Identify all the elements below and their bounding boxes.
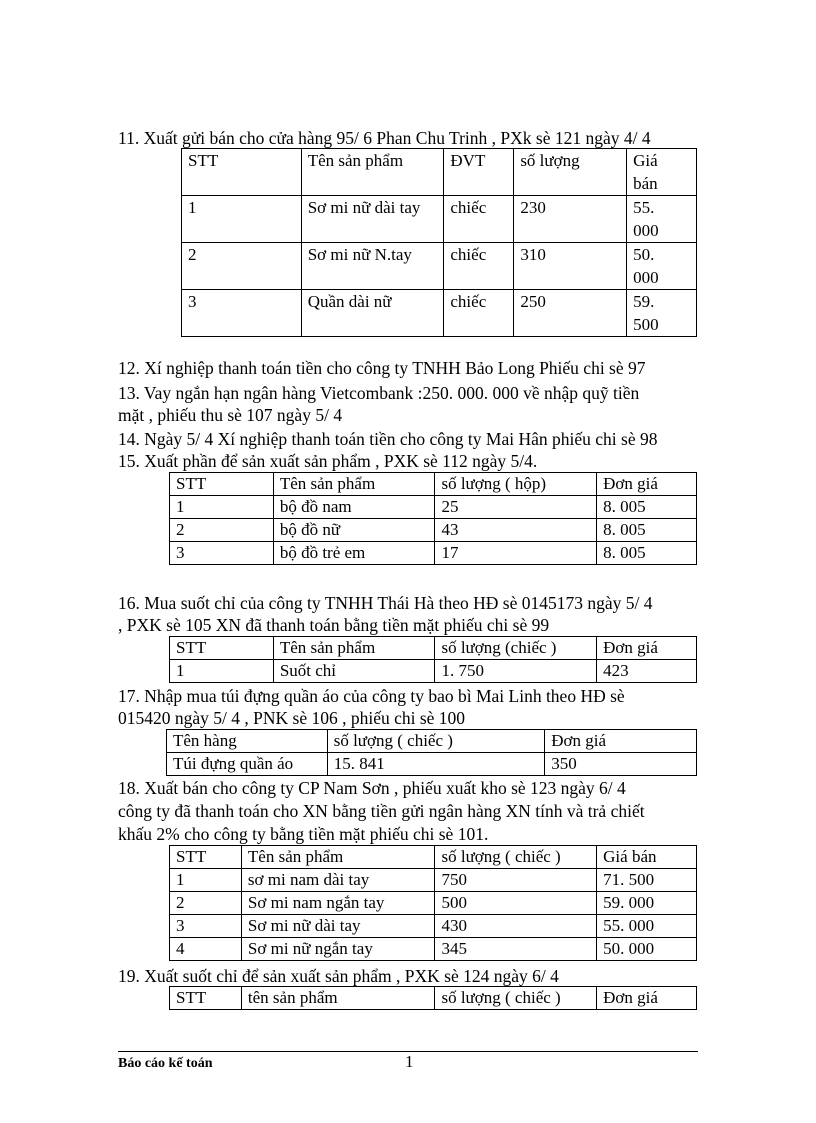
table-item-17 <box>166 729 697 776</box>
table-cell: chiếc <box>444 196 514 243</box>
header-cell: Tên hàng <box>167 730 328 753</box>
table-cell: 1. 750 <box>435 660 597 683</box>
table-row <box>170 938 697 961</box>
table-cell: 17 <box>435 542 597 565</box>
table-cell: 1 <box>170 660 274 683</box>
item-18-text-line-1: 18. Xuất bán cho công ty CP Nam Sơn , phiếu xuất kho sè 123 ngày 6/ 4 <box>118 778 626 798</box>
item-17-text-line-2: 015420 ngày 5/ 4 , PNK sè 106 , phiếu chi sè 100 <box>118 708 466 728</box>
header-cell: số lượng ( hộp) <box>435 473 597 496</box>
header-cell: Đơn giá <box>597 987 697 1010</box>
table-cell: bộ đồ nữ <box>273 519 435 542</box>
table-cell: Suốt chỉ <box>273 660 435 683</box>
table-cell: 1 <box>170 869 242 892</box>
header-cell: Tên sản phẩm <box>273 637 435 660</box>
header-cell: Tên sản phẩm <box>301 149 444 196</box>
header-cell: STT <box>170 846 242 869</box>
table-cell: 345 <box>435 938 597 961</box>
table-item-11 <box>181 148 697 337</box>
table-item-18 <box>169 845 697 961</box>
table-header-row <box>170 473 697 496</box>
table-cell: 1 <box>170 496 274 519</box>
header-cell: STT <box>170 473 274 496</box>
page-number: 1 <box>405 1052 414 1071</box>
table-item-16 <box>169 636 697 683</box>
table-cell: 55. 000 <box>597 915 697 938</box>
item-18-text-line-2: công ty đã thanh toán cho XN bằng tiền gửi ngân hàng XN tính và trả chiết <box>118 801 645 821</box>
table-cell: Quần dài nữ <box>301 290 444 337</box>
price-part-2: 000 <box>633 268 659 287</box>
price-label-line-2: bán <box>633 174 658 193</box>
table-row <box>170 542 697 565</box>
table-cell: 3 <box>170 542 274 565</box>
item-19-text: 19. Xuất suốt chỉ để sản xuất sản phẩm , PXK sè 124 ngày 6/ 4 <box>118 966 559 986</box>
table-cell: 430 <box>435 915 597 938</box>
table-row <box>167 753 697 776</box>
table-cell: 423 <box>597 660 697 683</box>
header-cell: số lượng ( chiếc ) <box>435 846 597 869</box>
table-cell: 2 <box>170 892 242 915</box>
table-cell: 250 <box>514 290 627 337</box>
table-cell: chiếc <box>444 290 514 337</box>
item-14-text: 14. Ngày 5/ 4 Xí nghiệp thanh toán tiền cho công ty Mai Hân phiếu chi sè 98 <box>118 429 658 449</box>
price-part-1: 55. <box>633 198 655 217</box>
table-cell: bộ đồ trẻ em <box>273 542 435 565</box>
table-cell: 59. 000 <box>597 892 697 915</box>
header-cell: STT <box>170 637 274 660</box>
header-cell <box>627 149 697 196</box>
table-cell: 71. 500 <box>597 869 697 892</box>
header-cell: Tên sản phẩm <box>241 846 435 869</box>
table-cell: Sơ mi nữ ngắn tay <box>241 938 435 961</box>
table-header-row <box>170 987 697 1010</box>
table-row <box>182 290 697 337</box>
table-cell: 3 <box>182 290 302 337</box>
table-cell: 43 <box>435 519 597 542</box>
header-cell: tên sản phẩm <box>241 987 435 1010</box>
table-cell: 25 <box>435 496 597 519</box>
footer-title: Báo cáo kế toán <box>118 1056 213 1071</box>
table-cell: 2 <box>170 519 274 542</box>
price-label-line-1: Giá <box>633 151 658 170</box>
table-cell: 8. 005 <box>597 542 697 565</box>
table-row <box>170 496 697 519</box>
table-cell: 1 <box>182 196 302 243</box>
table-cell: 4 <box>170 938 242 961</box>
table-cell: 8. 005 <box>597 496 697 519</box>
item-18-text-line-3: khấu 2% cho công ty bằng tiền mặt phiếu chi sè 101. <box>118 824 489 844</box>
table-row <box>182 243 697 290</box>
item-11-text: 11. Xuất gửi bán cho cửa hàng 95/ 6 Phan Chu Trinh , PXk sè 121 ngày 4/ 4 <box>118 128 651 148</box>
header-cell: ĐVT <box>444 149 514 196</box>
header-cell: Giá bán <box>597 846 697 869</box>
table-cell: bộ đồ nam <box>273 496 435 519</box>
header-cell: số lượng (chiếc ) <box>435 637 597 660</box>
table-cell: sơ mi nam dài tay <box>241 869 435 892</box>
table-cell: 3 <box>170 915 242 938</box>
header-cell: STT <box>170 987 242 1010</box>
table-row <box>170 660 697 683</box>
table-cell: 230 <box>514 196 627 243</box>
header-cell: STT <box>182 149 302 196</box>
price-part-2: 000 <box>633 221 659 240</box>
table-item-15 <box>169 472 697 565</box>
price-part-1: 59. <box>633 292 655 311</box>
header-cell: Đơn giá <box>545 730 697 753</box>
table-cell: Sơ mi nữ N.tay <box>301 243 444 290</box>
header-cell: số lượng <box>514 149 627 196</box>
table-header-row <box>170 637 697 660</box>
table-header-row <box>170 846 697 869</box>
table-row <box>170 915 697 938</box>
table-cell: 8. 005 <box>597 519 697 542</box>
table-cell: 15. 841 <box>327 753 545 776</box>
table-cell: Túi đựng quần áo <box>167 753 328 776</box>
header-cell: Đơn giá <box>597 473 697 496</box>
table-row <box>170 519 697 542</box>
price-part-2: 500 <box>633 315 659 334</box>
header-cell: số lượng ( chiếc ) <box>435 987 597 1010</box>
header-cell: Đơn giá <box>597 637 697 660</box>
price-part-1: 50. <box>633 245 655 264</box>
header-cell: Tên sản phẩm <box>273 473 435 496</box>
item-13-text-line-1: 13. Vay ngắn hạn ngân hàng Vietcombank :250. 000. 000 về nhập quỹ tiền <box>118 383 640 403</box>
table-cell: chiếc <box>444 243 514 290</box>
item-13-text-line-2: mặt , phiếu thu sè 107 ngày 5/ 4 <box>118 405 343 425</box>
table-cell: 500 <box>435 892 597 915</box>
table-cell: Sơ mi nam ngắn tay <box>241 892 435 915</box>
table-cell: 350 <box>545 753 697 776</box>
item-15-text: 15. Xuất phần để sản xuất sản phẩm , PXK sè 112 ngày 5/4. <box>118 451 538 471</box>
table-header-row <box>182 149 697 196</box>
item-17-text-line-1: 17. Nhập mua túi đựng quần áo của công ty bao bì Mai Linh theo HĐ sè <box>118 686 625 706</box>
item-16-text-line-1: 16. Mua suốt chỉ của công ty TNHH Thái Hà theo HĐ sè 0145173 ngày 5/ 4 <box>118 593 653 613</box>
table-cell: 50. 000 <box>597 938 697 961</box>
table-row <box>170 892 697 915</box>
table-cell: Sơ mi nữ dài tay <box>301 196 444 243</box>
table-cell: Sơ mi nữ dài tay <box>241 915 435 938</box>
table-row <box>170 869 697 892</box>
table-row <box>182 196 697 243</box>
header-cell: số lượng ( chiếc ) <box>327 730 545 753</box>
item-12-text: 12. Xí nghiệp thanh toán tiền cho công ty TNHH Bảo Long Phiếu chi sè 97 <box>118 358 646 378</box>
table-item-19 <box>169 986 697 1010</box>
table-cell: 2 <box>182 243 302 290</box>
table-cell: 310 <box>514 243 627 290</box>
table-header-row <box>167 730 697 753</box>
table-cell <box>627 243 697 290</box>
item-16-text-line-2: , PXK sè 105 XN đã thanh toán bằng tiền mặt phiếu chi sè 99 <box>118 615 550 635</box>
table-cell: 750 <box>435 869 597 892</box>
table-cell <box>627 290 697 337</box>
table-cell <box>627 196 697 243</box>
